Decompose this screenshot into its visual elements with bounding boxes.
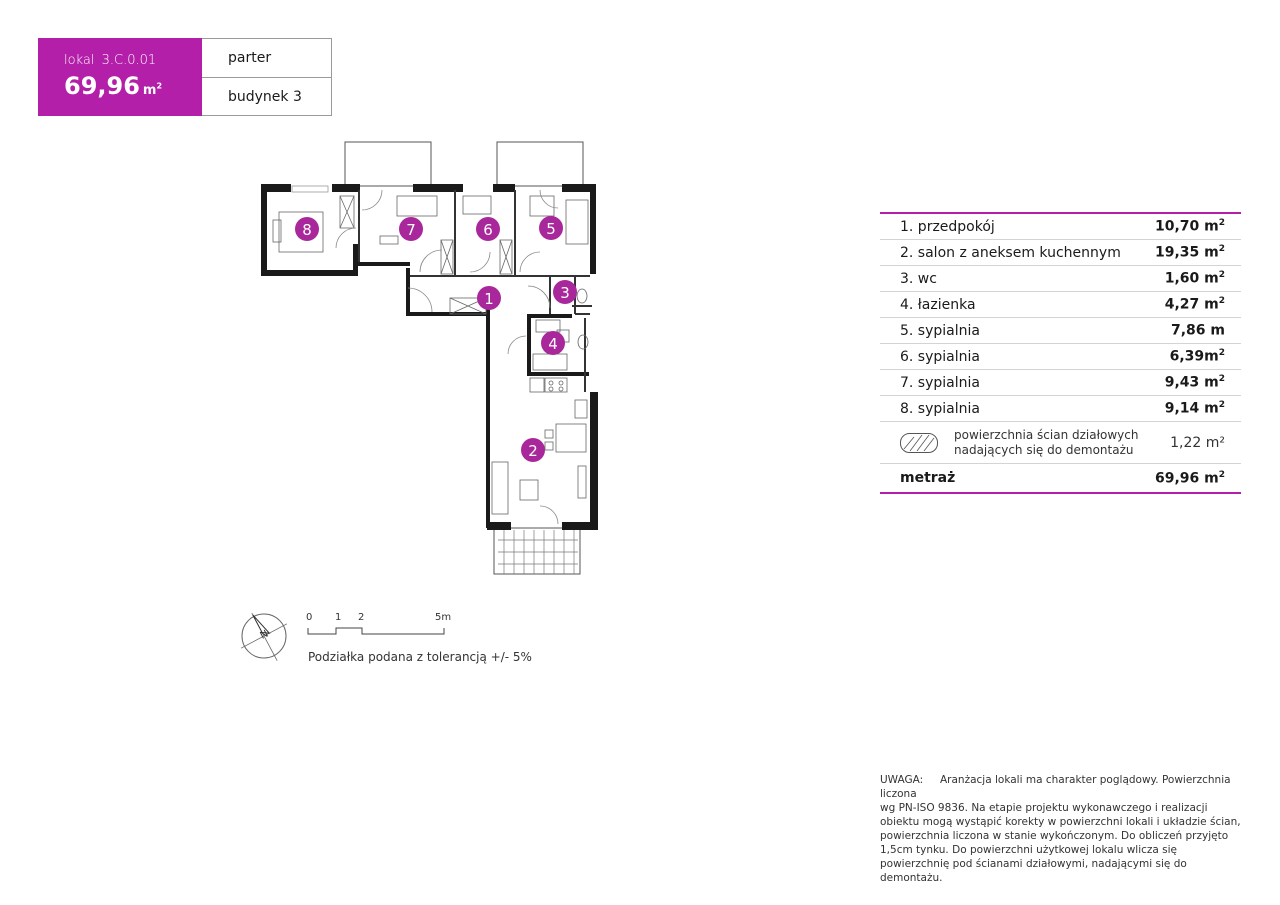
unit-code: lokal 3.C.0.01 <box>64 53 157 68</box>
svg-text:8: 8 <box>302 221 312 239</box>
room-marker-5 <box>539 216 563 240</box>
svg-text:N: N <box>258 628 271 642</box>
svg-text:5: 5 <box>546 220 556 238</box>
svg-text:6: 6 <box>483 221 493 239</box>
svg-text:1: 1 <box>335 612 342 623</box>
room-row: 7. sypialnia 9,43 $m^2$ <box>880 370 1241 396</box>
floor-label: parter <box>228 50 272 66</box>
demountable-walls-label: powierzchnia ścian działowych nadających się do demontażu <box>954 427 1139 457</box>
floor-plan <box>230 130 630 590</box>
room-marker-1 <box>477 286 501 310</box>
svg-text:0: 0 <box>306 612 313 623</box>
unit-location <box>202 38 332 116</box>
terrace-bottom <box>494 528 580 574</box>
room-marker-2 <box>521 438 545 462</box>
svg-text:1: 1 <box>484 290 494 308</box>
svg-text:5m: 5m <box>435 612 452 623</box>
svg-text:3: 3 <box>560 284 570 302</box>
rooms-table <box>880 212 1241 494</box>
room-marker-7 <box>399 217 423 241</box>
building-label: budynek 3 <box>202 77 331 115</box>
room-row: 5. sypialnia 7,86 m <box>880 318 1241 344</box>
unit-area: 69,96 $m^2$ <box>64 72 163 100</box>
svg-text:2: 2 <box>528 442 538 460</box>
demountable-walls-value: 1,22 m² <box>1170 434 1225 451</box>
room-row: 3. wc 1,60 $m^2$ <box>880 266 1241 292</box>
svg-text:2: 2 <box>358 612 365 623</box>
furniture <box>273 186 588 514</box>
scale-note: Podziałka podana z tolerancją +/- 5% <box>308 650 532 664</box>
svg-text:7: 7 <box>406 221 416 239</box>
compass-icon <box>236 606 292 666</box>
hatch-icon <box>900 433 938 453</box>
balcony-top-left <box>345 142 431 186</box>
svg-text:4: 4 <box>548 335 558 353</box>
room-marker-8 <box>295 217 319 241</box>
room-marker-6 <box>476 217 500 241</box>
room-marker-4 <box>541 331 565 355</box>
room-row: 1. przedpokój 10,70 $m^2$ <box>880 214 1241 240</box>
unit-badge <box>38 38 202 116</box>
balcony-top-right <box>497 142 583 186</box>
room-row: 6. sypialnia $6,39m^2$ <box>880 344 1241 370</box>
scale-bar <box>302 608 462 640</box>
room-row: 2. salon z aneksem kuchennym 19,35 $m^2$ <box>880 240 1241 266</box>
room-row: 4. łazienka 4,27 $m^2$ <box>880 292 1241 318</box>
room-marker-3 <box>553 280 577 304</box>
total-area-row: metraż 69,96 $m^2$ <box>880 464 1241 494</box>
demountable-walls-row <box>880 422 1241 464</box>
room-row: 8. sypialnia 9,14 $m^2$ <box>880 396 1241 422</box>
remark-note: UWAGA: Aranżacja lokali ma charakter poglądowy. Powierzchnia liczona wg PN-ISO 9836. Na etapie projektu wykonawczego i realizacji obiektu mogą wystąpić korekty w powierzchni lokali i układzie ścian, powierzchnia liczona w stanie wykończonym. Do obliczeń przyjęto 1,5cm tynku. Do powierzchni użytkowej lokalu wlicza się powierzchnię pod ścianami działowymi, nadającymi się do demontażu. <box>880 774 1241 884</box>
